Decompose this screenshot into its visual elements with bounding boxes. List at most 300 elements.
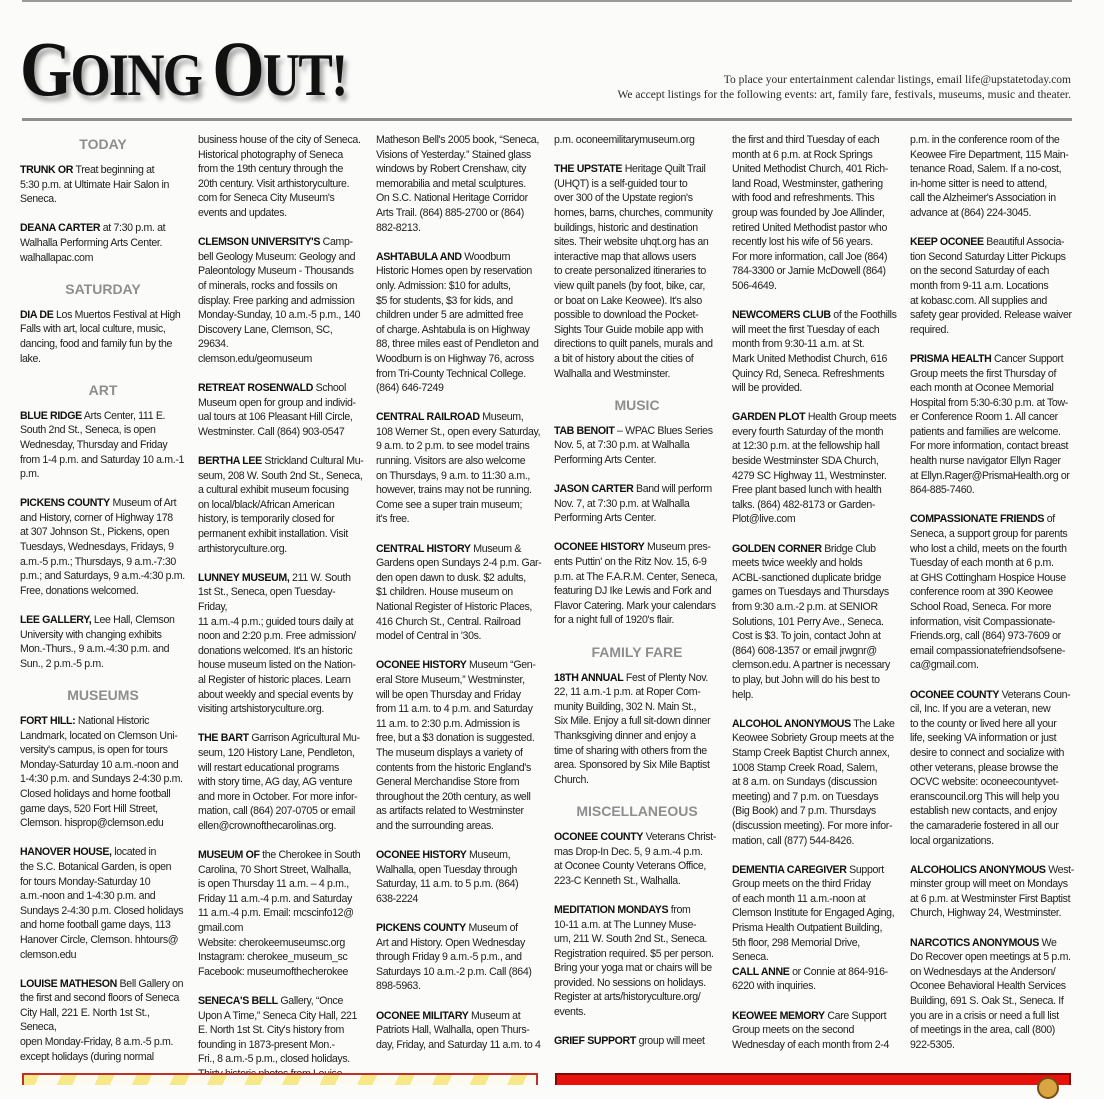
listing-text: Website: cherokeemuseumsc.org [198, 936, 345, 949]
listing-text: with food and refreshments. This [732, 192, 875, 205]
listing-line [732, 250, 898, 265]
listing-text: Visions of Yesterday.” Stained glass [376, 148, 531, 161]
listing-text: land Road, Westminster, gathering [732, 177, 883, 190]
listing-text: Keowee Sobriety Group meets at the [732, 732, 894, 745]
listing-text: at 307 Johnson St., Pickens, open [20, 526, 170, 539]
listing-lead: RETREAT ROSENWALD [198, 382, 314, 395]
listing-line [910, 702, 1076, 717]
listing-text: Care Support [824, 1009, 887, 1022]
listing-lead: FORT HILL: [20, 715, 76, 727]
listing-line [910, 936, 1076, 951]
listing-text: memorabilia and metal sculptures. [376, 177, 526, 190]
listing-text: other veterans, please browse the [910, 761, 1059, 774]
listing-line [910, 454, 1076, 469]
listing-line [198, 162, 364, 177]
listing-line [732, 381, 898, 396]
column-4 [554, 133, 720, 1058]
listing-line [20, 496, 186, 511]
listing-line [732, 658, 898, 673]
listing-line [910, 863, 1076, 878]
listing-text: Westminster. Call (864) 903-0547 [198, 425, 345, 438]
listing-line [554, 221, 720, 236]
listing-text: game days, 520 Fort Hill Street, [20, 802, 158, 815]
listing-text: sites. Their website uhqt.org has an [554, 236, 709, 249]
listing-lead: PICKENS COUNTY [376, 922, 466, 935]
listing-line [198, 250, 364, 265]
listing-text: Bring your yoga mat or chairs will be [554, 962, 712, 975]
listing-lead: BLUE RIDGE [20, 409, 82, 422]
listing-text: Woodburn [461, 250, 511, 263]
listing-line [554, 729, 720, 744]
listing-text: 11 a.m. to 2:30 p.m. Admission is [376, 717, 520, 730]
listing-line [910, 191, 1076, 206]
listing-line [376, 337, 542, 352]
listing-line [910, 527, 1076, 542]
listing-lead: GARDEN PLOT [732, 411, 806, 424]
listing-line [554, 555, 720, 570]
listing-text: of minerals, rocks and fossils on [198, 279, 338, 292]
listing-text: p.m. at The F.A.R.M. Center, Seneca, [554, 570, 718, 583]
listing-line [376, 483, 542, 498]
title-initial-g: G [20, 25, 71, 112]
listing-continuation-seneca-museum [198, 133, 364, 221]
listing-text: 4279 SC Highway 11, Westminster. [732, 469, 887, 482]
listing-text: seum, 120 History Lane, Pendleton, [198, 746, 355, 759]
listing-line [554, 337, 720, 352]
listing-line [20, 584, 186, 599]
listing-line [376, 279, 542, 294]
listing-text: Museum open for group and individ- [198, 396, 356, 409]
listing-line [732, 731, 898, 746]
listing-text: group will meet [635, 1035, 705, 1048]
listing-line [910, 571, 1076, 586]
listing-text: Veterans Coun- [999, 688, 1071, 701]
listing-text: Instagram: cherokee_museum_sc [198, 951, 348, 964]
listing-text: Keowee Fire Department, 115 Main- [910, 148, 1069, 161]
listing-oconee-history-ritz [554, 540, 720, 628]
listing-line [198, 308, 364, 323]
listing-line [376, 352, 542, 367]
listing-text: featuring DJ Ike Lewis and Fork and [554, 585, 712, 598]
listing-line [20, 467, 186, 482]
listing-line [20, 453, 186, 468]
listing-text: walhallapac.com [20, 251, 94, 264]
listing-line [198, 819, 364, 834]
listing-line [732, 367, 898, 382]
listing-text: at Oconee County Veterans Office, [554, 860, 706, 873]
listing-line [198, 542, 364, 557]
listing-lead: ALCOHOLICS ANONYMOUS [910, 863, 1046, 876]
listing-line [732, 439, 898, 454]
listing-clemson-geology-museum [198, 235, 364, 366]
listing-line [376, 425, 542, 440]
listing-text: E. North 1st St. City's history from [198, 1024, 345, 1037]
column-5 [732, 133, 898, 1058]
listing-lead: NEWCOMERS CLUB [732, 309, 831, 322]
listing-line [198, 994, 364, 1009]
listing-line [198, 658, 364, 673]
listing-text: (discussion meeting). For more infor- [732, 819, 893, 832]
listing-line [376, 863, 542, 878]
listing-line [910, 629, 1076, 644]
listing-continuation-military [554, 133, 720, 148]
header-rule [22, 118, 1072, 121]
listing-line [198, 702, 364, 717]
listing-line [198, 936, 364, 951]
listing-text: from Tri-County Technical College. [376, 367, 526, 380]
listing-central-railroad [376, 410, 542, 527]
listing-line [732, 1023, 898, 1038]
listing-text: games on Tuesdays and Thursdays [732, 586, 889, 599]
listing-line [198, 950, 364, 965]
listing-lead: PRISMA HEALTH [910, 352, 992, 365]
listing-lead: CENTRAL RAILROAD [376, 411, 480, 424]
listing-line [198, 877, 364, 892]
listing-line [198, 965, 364, 980]
listing-text: Arts Center, 111 E. [81, 409, 166, 422]
listing-lead: 18TH ANNUAL [554, 671, 624, 684]
listing-line [554, 830, 720, 845]
listing-text: group was founded by Joe Allinder, [732, 206, 885, 219]
listing-line [198, 191, 364, 206]
listing-line [732, 498, 898, 513]
listing-lead: OCONEE MILITARY [376, 1009, 469, 1022]
listing-line [732, 352, 898, 367]
listing-line [554, 859, 720, 874]
listing-text: help. [732, 688, 754, 701]
listing-line [732, 454, 898, 469]
listing-line [732, 235, 898, 250]
listing-text: Museum “Gen- [466, 659, 536, 672]
listing-text: at GHS Cottingham Hospice House [910, 571, 1066, 584]
listing-line [732, 571, 898, 586]
listing-lead: DEMENTIA CAREGIVER [732, 863, 847, 876]
listing-line [554, 235, 720, 250]
listing-text: 416 Church St., Central. Railroad [376, 615, 521, 628]
listing-text: com for Seneca City Museum's [198, 192, 335, 205]
listing-text: from 1-4 p.m. and Saturday 10 a.m.-1 [20, 453, 185, 466]
listing-text: of [1044, 513, 1055, 526]
listing-text: Clemson. hisprop@clemson.edu [20, 817, 164, 830]
listing-text: 1008 Stamp Creek Road, Salem, [732, 761, 878, 774]
listing-line [20, 525, 186, 540]
seal-icon [1037, 1077, 1059, 1099]
listing-line [554, 279, 720, 294]
listing-line [732, 133, 898, 148]
listing-line [910, 658, 1076, 673]
listing-line [910, 585, 1076, 600]
listing-line [376, 512, 542, 527]
listing-text: 11 a.m.-4 p.m.; guided tours daily at [198, 615, 354, 628]
listing-line [732, 206, 898, 221]
listing-line [732, 615, 898, 630]
listing-line [20, 714, 186, 729]
section-heading-music: MUSIC [614, 396, 660, 413]
listing-text: 638-2224 [376, 892, 418, 905]
listing-line [376, 454, 542, 469]
listing-line [554, 294, 720, 309]
listing-text: Gardens open Sundays 2-4 p.m. Gar- [376, 557, 542, 570]
listing-line [20, 540, 186, 555]
listing-text: month from 9:30-11 a.m. at St. [732, 338, 865, 351]
listing-senecas-bell [198, 994, 364, 1082]
listing-line [554, 903, 720, 918]
listing-text: 1-4:30 p.m. and Sundays 2-4:30 p.m. [20, 773, 183, 786]
listing-text: Group meets the first Thursday of [910, 367, 1057, 380]
listing-text: business house of the city of Seneca. [198, 134, 361, 146]
listing-text: Sights Tour Guide mobile app with [554, 323, 704, 336]
listing-text: 5th floor, 298 Memorial Drive, [732, 936, 860, 949]
listing-line [198, 629, 364, 644]
listing-line [198, 804, 364, 819]
listing-line [198, 527, 364, 542]
listing-text: the camaraderie fostered in all our [910, 819, 1059, 832]
listing-text: Plot@live.com [732, 513, 796, 526]
listing-text: – WPAC Blues Series [614, 424, 713, 437]
listing-grief-support [554, 1034, 720, 1049]
listing-text: gmail.com [198, 922, 244, 935]
listing-line [198, 454, 364, 469]
listing-line [554, 773, 720, 788]
listing-text: directions to quilt panels, murals and [554, 338, 713, 351]
listing-line [376, 717, 542, 732]
listing-line [20, 221, 186, 236]
listing-text: Fest of Plenty Nov. [623, 671, 708, 684]
listing-text: for tours Monday-Saturday 10 [20, 875, 151, 888]
listing-text: Arts Trail. (864) 885-2700 or (864) [376, 206, 524, 219]
column-6 [910, 133, 1076, 1058]
listing-line [554, 990, 720, 1005]
listing-line [376, 790, 542, 805]
listing-line [198, 396, 364, 411]
listing-line [376, 498, 542, 513]
listing-line [732, 600, 898, 615]
listing-meditation-mondays [554, 903, 720, 1020]
listing-line [198, 1009, 364, 1024]
listing-lead: THE BART [198, 732, 249, 745]
listing-text: (864) 608-1357 or email jrwgnr@ [732, 644, 877, 657]
listing-text: health nurse navigator Ellyn Rager [910, 455, 1061, 468]
listing-line [910, 381, 1076, 396]
listing-text: tion Second Saturday Litter Pickups [910, 250, 1066, 263]
listing-line [554, 947, 720, 962]
listing-line [20, 933, 186, 948]
listing-text: will be provided. [732, 382, 803, 395]
listing-text: den open dawn to dusk. $2 adults, [376, 571, 526, 584]
section-heading-museums: MUSEUMS [67, 687, 139, 703]
listing-text: Paleontology Museum - Thousands [198, 265, 354, 278]
listing-text: Hanover Circle, Clemson. hhtours@ [20, 933, 179, 946]
listing-line [20, 860, 186, 875]
listing-line [198, 177, 364, 192]
listing-line [376, 571, 542, 586]
listing-text: a bit of history about the cities of [554, 352, 694, 365]
listing-text: history, is temporarily closed for [198, 513, 335, 526]
listing-line [198, 790, 364, 805]
listing-line [376, 804, 542, 819]
listing-text: Treat beginning at [73, 164, 155, 176]
listing-line [554, 133, 720, 148]
listing-line [554, 613, 720, 628]
listing-text: the first and third Tuesday of each [732, 134, 880, 146]
listing-text: 882-8213. [376, 221, 421, 234]
listing-text: model of Central in '30s. [376, 630, 482, 643]
listing-line [732, 644, 898, 659]
listing-line [198, 206, 364, 221]
listing-text: 922-5305. [910, 1038, 955, 1051]
listing-text: mation, call (877) 544-8426. [732, 834, 855, 847]
listing-line [198, 410, 364, 425]
listing-veterans-christmas [554, 830, 720, 888]
listing-text: Facebook: museumofthecherokee [198, 965, 349, 978]
listing-line [198, 746, 364, 761]
listing-text: Quincy Rd, Seneca. Refreshments [732, 367, 885, 380]
listing-text: p.m. oconeemilitarymuseum.org [554, 134, 695, 146]
listing-text: the first and second floors of Seneca [20, 992, 180, 1005]
listing-text: at 6 p.m. at Westminster First Baptist [910, 892, 1071, 905]
listing-text: Museum, [479, 411, 524, 424]
listing-text: Seneca, a support group for parents [910, 528, 1068, 541]
column-1 [20, 133, 186, 1063]
listing-text: For more information, contact breast [910, 440, 1069, 453]
listing-text: only. Admission: $10 for adults, [376, 279, 511, 292]
listing-line [20, 642, 186, 657]
listing-line [198, 294, 364, 309]
listing-text: ents Puttin' on the Ritz Nov. 15, 6-9 [554, 556, 707, 569]
listing-line [198, 512, 364, 527]
listing-line [20, 438, 186, 453]
listing-line [20, 178, 186, 193]
listing-text: free, but a $3 donation is suggested. [376, 732, 535, 745]
listing-text: with story time, AG day, AG venture [198, 776, 353, 789]
listing-text: Hospital from 5:30-6:30 p.m. at Tow- [910, 396, 1068, 409]
listing-line [376, 439, 542, 454]
listing-text: local organizations. [910, 834, 994, 847]
listing-line [20, 977, 186, 992]
listing-line [910, 746, 1076, 761]
listing-the-bart [198, 731, 364, 833]
listing-line [732, 512, 898, 527]
listing-text: Closed holidays and home football [20, 787, 171, 800]
listing-pickens-county-museum [376, 921, 542, 994]
listing-text: dancing, food and family fun by the [20, 337, 173, 350]
listing-text: except holidays (during normal [20, 1050, 154, 1063]
listing-line [198, 1052, 364, 1067]
listing-text: Garrison Agricultural Mu- [248, 732, 360, 745]
listing-oconee-history-general-store [376, 658, 542, 833]
listing-text: Patriots Hall, Walhalla, open Thurs- [376, 1024, 530, 1037]
listing-lead: PICKENS COUNTY [20, 497, 110, 510]
listing-line [554, 584, 720, 599]
listing-line [910, 206, 1076, 221]
listing-lead: DIA DE [20, 308, 54, 321]
listing-line [198, 775, 364, 790]
listing-text: Band will perform [633, 483, 712, 496]
listing-line [554, 424, 720, 439]
listing-line [376, 323, 542, 338]
listing-line [554, 758, 720, 773]
listing-pickens-county-art [20, 496, 186, 598]
listing-text: West- [1045, 863, 1074, 876]
listing-text: 6220 with inquiries. [732, 980, 816, 993]
listing-text: and home football game days, 113 [20, 919, 171, 932]
listing-text: over 300 of the Upstate region's [554, 192, 693, 205]
listing-line [910, 877, 1076, 892]
section-heading-miscellaneous: MISCELLANEOUS [576, 802, 698, 819]
listing-line [376, 658, 542, 673]
listing-line [910, 396, 1076, 411]
listing-lead: GOLDEN CORNER [732, 542, 822, 555]
listing-text: every fourth Saturday of the month [732, 425, 884, 438]
listing-text: Walhalla and Westminster. [554, 367, 671, 380]
listing-line [554, 961, 720, 976]
listing-text: windows by Robert Crenshaw, city [376, 163, 527, 176]
listing-lead: OCONEE HISTORY [376, 659, 467, 672]
listing-line [554, 599, 720, 614]
listing-text: Church. [554, 773, 589, 786]
listing-lead: LOUISE MATHESON [20, 977, 117, 990]
listing-line [554, 352, 720, 367]
listing-line [198, 921, 364, 936]
listing-text: of charge. Ashtabula is on Highway [376, 323, 530, 336]
listing-text: to create personalized itineraries to [554, 265, 706, 278]
listing-text: interactive map that allows users [554, 250, 697, 263]
listing-line [376, 542, 542, 557]
listing-line [376, 133, 542, 148]
listing-text: Church, Highway 24, Westminster. [910, 907, 1062, 920]
listing-text: Heritage Quilt Trail [622, 163, 706, 176]
listing-text: a cultural exhibit museum focusing [198, 484, 349, 497]
listing-text: seum, 208 W. South 2nd St., Seneca, [198, 469, 363, 482]
listing-text: Art and History. Open Wednesday [376, 936, 525, 949]
listing-line [198, 615, 364, 630]
listing-text: who lost a child, meets on the fourth [910, 542, 1067, 555]
listing-newcomers-club [732, 308, 898, 396]
listing-text: 5:30 p.m. at Ultimate Hair Salon in [20, 178, 170, 191]
listing-line [376, 556, 542, 571]
listing-line [198, 483, 364, 498]
listing-line [910, 717, 1076, 732]
listing-line [732, 1038, 898, 1053]
listing-text: p.m. [20, 468, 40, 481]
listing-line [20, 555, 186, 570]
listing-text: ca@gmail.com. [910, 659, 979, 672]
listing-line [198, 1038, 364, 1053]
listing-line [554, 918, 720, 933]
listing-line [910, 965, 1076, 980]
listing-text: National Register of Historic Places, [376, 601, 533, 613]
listing-text: located in [111, 846, 157, 859]
listing-line [732, 950, 898, 965]
listing-text: Friends.org, call (864) 973-7609 or [910, 630, 1061, 643]
listing-text: Flavor Catering. Mark your calendars [554, 599, 716, 612]
listing-line [554, 497, 720, 512]
listing-line [910, 790, 1076, 805]
listing-line [376, 294, 542, 309]
listing-text: Wednesday of each month from 2-4 [732, 1038, 890, 1051]
listing-text: Do Recover open meetings at 5 p.m. [910, 951, 1071, 964]
listing-text: contents from the historic England's [376, 761, 531, 774]
listing-text: Bridge Club [821, 542, 876, 555]
listing-text: at 8 a.m. on Sundays (discussion [732, 776, 877, 789]
listing-text: Landmark, located on Clemson Uni- [20, 729, 178, 742]
listing-lead: NARCOTICS ANONYMOUS [910, 936, 1039, 949]
listing-text: Historical photography of Seneca [198, 148, 343, 161]
listing-text: Museum, [466, 849, 511, 862]
listing-text: at Ellyn.Rager@PrismaHealth.org or [910, 469, 1070, 482]
listing-text: Strickland Cultural Mu- [261, 455, 364, 468]
listing-text: information, visit Compassionate- [910, 615, 1056, 628]
